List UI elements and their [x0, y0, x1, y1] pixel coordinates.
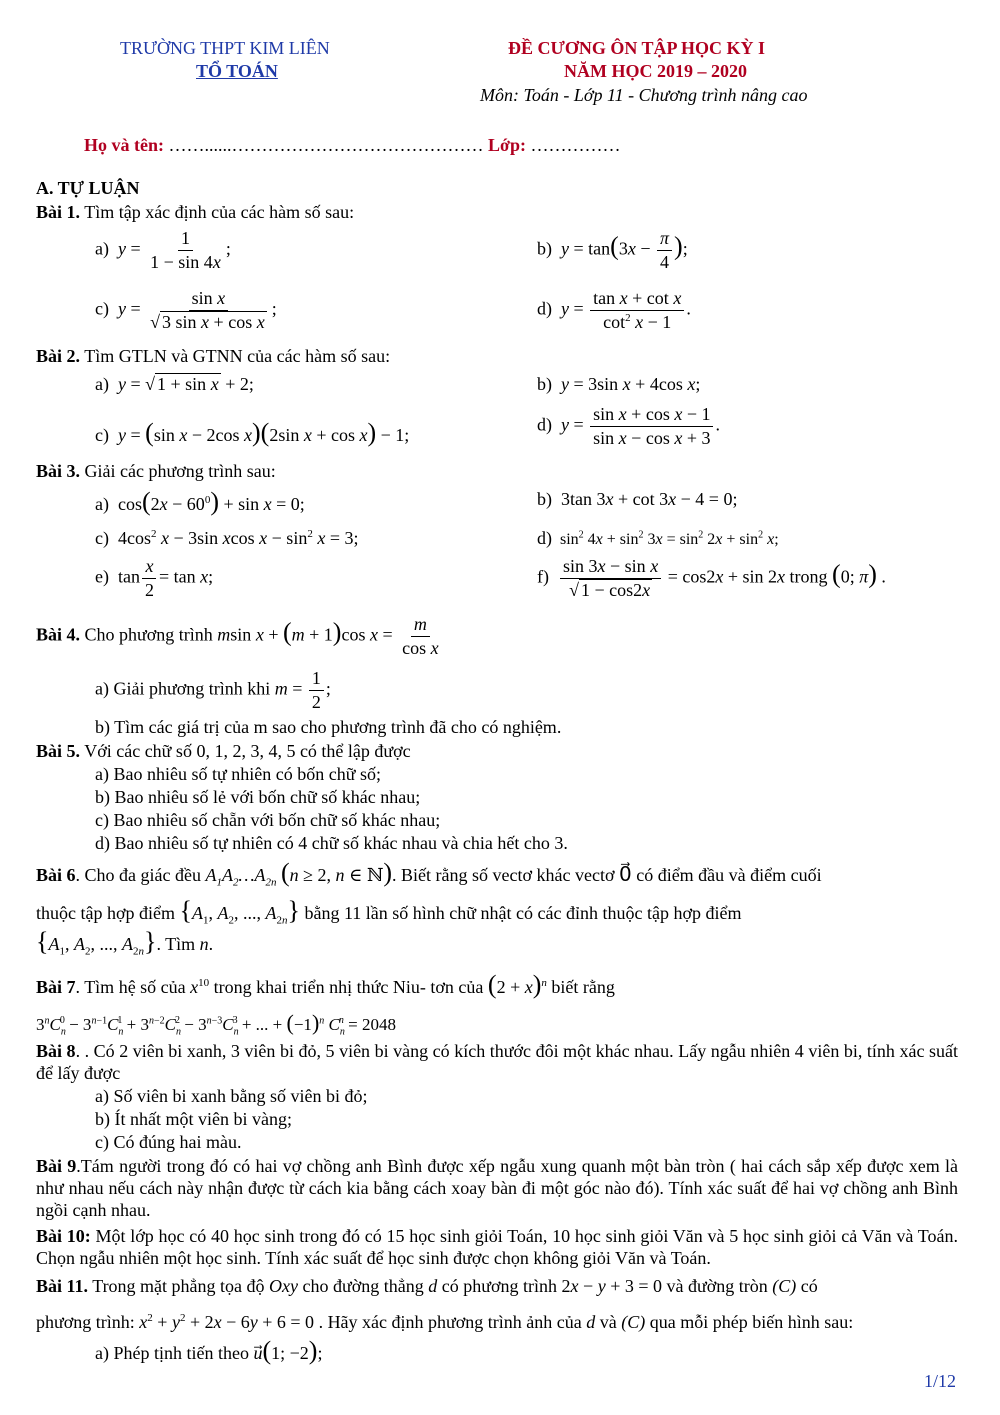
- exercise-3-heading: Bài 3. Giải các phương trình sau:: [36, 461, 276, 481]
- ex2-b: b) y = 3sin x + 4cos x;: [537, 374, 701, 394]
- exercise-5-heading: Bài 5. Với các chữ số 0, 1, 2, 3, 4, 5 có thể lập được: [36, 741, 411, 761]
- ex7-formula: $3^nC_n^0 - 3^{n-1}C_n^1 + 3^{n-2}C_n^2 - 3^{n-3}C_n^3$ + ... + $(-1)^n$ $C_n^n = 2048$: [36, 1010, 396, 1038]
- exercise-9: Bài 9.Tám người trong đó có hai vợ chồng anh Bình được xếp ngẫu xung quanh một bàn tròn ( hai cách sắp xếp được xem là như nhau nếu cách này nhận được từ cách kia bằng cách xoay bàn đi một góc nào đó). Tính xác suất để hai vợ chồng anh Bình ngồi cạnh nhau.: [36, 1156, 958, 1220]
- exercise-1-heading: Bài 1. Tìm tập xác định của các hàm số sau:: [36, 202, 355, 222]
- school-name: TRƯỜNG THPT KIM LIÊN: [120, 38, 330, 58]
- student-info-line: [84, 135, 620, 156]
- page-number: 1/12: [924, 1371, 957, 1391]
- exercise-2-heading: Bài 2. Tìm GTLN và GTNN của các hàm số sau:: [36, 346, 391, 366]
- ex4-b: b) Tìm các giá trị của m sao cho phương trình đã cho có nghiệm.: [95, 717, 562, 737]
- department: TỔ TOÁN: [196, 61, 278, 81]
- ex8-a: a) Số viên bi xanh bằng số viên bi đỏ;: [95, 1086, 368, 1106]
- ex2-d: d) y = $\frac{\text{sin x + cos x − 1}}{\text{sin x − cos x + 3}}$ .: [537, 404, 720, 448]
- ex3-b: b) 3tan 3x + cot 3x − 4 = 0;: [537, 489, 738, 509]
- ex1-a: a) y = $\frac{1}{1 - \sin 4x}$ ;: [95, 228, 231, 272]
- class-dots: ……………: [530, 135, 621, 155]
- school-year: NĂM HỌC 2019 – 2020: [564, 61, 747, 81]
- class-label: Lớp:: [488, 135, 526, 155]
- ex1-c: c) y = $\frac{\text{sin x}}{\text{√ 3 sin x + cos x}}$ ;: [95, 288, 277, 332]
- ex3-d: d) $\sin^2 4x + \sin^2 3x = \sin^2 2x + \sin^2 x$;: [537, 528, 779, 548]
- ex3-e: e) tan $\frac{x}{2}$ = tan x;: [95, 556, 214, 600]
- document-title: ĐỀ CƯƠNG ÔN TẬP HỌC KỲ I: [508, 38, 766, 58]
- exercise-4-heading: Bài 4. Cho phương trình msin x + (m + 1)cos x = $\frac{m}{\text{cos x}}$: [36, 614, 439, 658]
- ex2-c: c) y = (sin x − 2cos x)(2sin x + cos x) − 1;: [95, 418, 410, 447]
- exercise-6: Bài 6. Cho đa giác đều $A_1A_2\dots A_{2n}$ (n ≥ 2, n ∈ ℕ). Biết rằng số vectơ khác vectơ 0⃗ có điểm đầu và điểm cuối thuộc tập hợp điểm {$A_1$, $A_2$, ..., $A_{2n}$} bằng 11 lần số hình chữ nhật có các đỉnh thuộc tập hợp điểm {$A_1$, $A_2$, ..., $A_{2n}$}. Tìm n.: [36, 858, 822, 958]
- ex5-b: b) Bao nhiêu số lẻ với bốn chữ số khác nhau;: [95, 787, 421, 807]
- subject-line: Môn: Toán - Lớp 11 - Chương trình nâng cao: [480, 85, 808, 105]
- ex5-d: d) Bao nhiêu số tự nhiên có 4 chữ số khác nhau và chia hết cho 3.: [95, 833, 568, 853]
- ex3-f: f) $\frac{\text{sin 3x − sin x}}{√ 1 - \cos 2x}$ = cos2x + sin 2x trong (0; π) .: [537, 556, 886, 600]
- name-dots: ……......……………………………………: [168, 135, 484, 155]
- ex5-a: a) Bao nhiêu số tự nhiên có bốn chữ số;: [95, 764, 381, 784]
- ex4-a: a) Giải phương trình khi m = $\frac{1}{2}$ ;: [95, 668, 331, 712]
- exercise-11: Bài 11. Trong mặt phẳng tọa độ Oxy cho đường thẳng d có phương trình 2x − y + 3 = 0 và đường tròn (C) có phương trình: $x^2 + y^2 + 2x - 6y + 6 = 0$ . Hãy xác định phương trình ảnh của d và (C) qua mỗi phép biến hình sau:: [36, 1276, 854, 1332]
- section-heading: A. TỰ LUẬN: [36, 178, 140, 198]
- ex1-b: b) y = tan(3x − $\frac{\pi}{4}$ );: [537, 228, 688, 272]
- ex3-c: c) $4\cos^2$ x − 3sin xcos $x - \sin^2 x = 3$;: [95, 528, 359, 548]
- ex8-b: b) Ít nhất một viên bi vàng;: [95, 1109, 292, 1129]
- exercise-7: Bài 7. Tìm hệ số của $x^{10}$ trong khai triển nhị thức Niu- tơn của $(2 + x)^n$ biết rằng: [36, 970, 615, 999]
- ex3-a: a) $\cos(2x - 60^0) + \sin x = 0$;: [95, 487, 305, 516]
- ex11-a: a) Phép tịnh tiến theo u(1; −2);: [95, 1336, 323, 1365]
- exercise-8: Bài 8. . Có 2 viên bi xanh, 3 viên bi đỏ, 5 viên bi vàng có kích thước đôi một khác nhau. Lấy ngẫu nhiên 4 viên bi, tính xác suất để lấy được: [36, 1041, 958, 1083]
- ex2-a: a) y = √ 1 + sin x + 2;: [95, 374, 254, 394]
- ex5-c: c) Bao nhiêu số chẵn với bốn chữ số khác nhau;: [95, 810, 441, 830]
- ex1-d: d) y = $\frac{\text{tan x + cot x}}{\cot^2 x - 1}$ .: [537, 288, 691, 332]
- exercise-10: Bài 10: Một lớp học có 40 học sinh trong đó có 15 học sinh giỏi Toán, 10 học sinh giỏi Văn và 5 học sinh giỏi cả Văn và Toán. Chọn ngẫu nhiên một học sinh. Tính xác suất để học sinh được chọn không giỏi Văn và Toán.: [36, 1226, 958, 1268]
- name-label: Họ và tên:: [84, 135, 164, 155]
- ex8-c: c) Có đúng hai màu.: [95, 1132, 242, 1152]
